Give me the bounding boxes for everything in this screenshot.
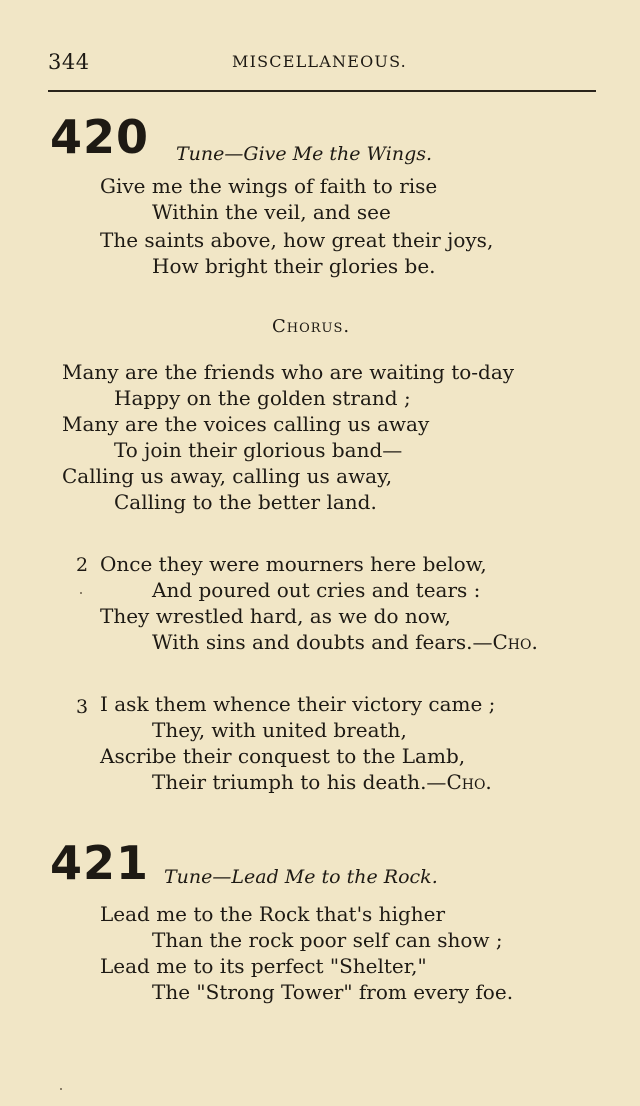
running-head: MISCELLANEOUS. — [232, 52, 407, 71]
header-rule — [48, 90, 596, 92]
verse-3-line1: I ask them whence their victory came ; — [100, 692, 496, 716]
chorus-line3: Many are the voices calling us away — [62, 412, 430, 436]
hymn-421-verse1-line1: Lead me to the Rock that's higher — [100, 902, 446, 926]
verse-2-line2: And poured out cries and tears : — [152, 578, 481, 602]
chorus-line1: Many are the friends who are waiting to-day — [62, 360, 515, 384]
hymn-420-verse1-line3: The saints above, how great their joys, — [100, 228, 494, 252]
chorus-label: Chorus. — [272, 316, 351, 337]
verse-3-number: 3 — [76, 696, 89, 718]
print-speck — [80, 592, 82, 594]
chorus-line2: Happy on the golden strand ; — [114, 386, 411, 410]
hymn-420-verse1-line2: Within the veil, and see — [152, 200, 391, 224]
verse-2-cho: Cho. — [492, 630, 538, 654]
verse-3-line4-text: Their triumph to his death.— — [152, 770, 447, 794]
hymn-420-verse1-line1: Give me the wings of faith to rise — [100, 174, 438, 198]
verse-2-line4-text: With sins and doubts and fears.— — [152, 630, 493, 654]
verse-2-number: 2 — [76, 554, 89, 576]
hymn-420-tune: Tune—Give Me the Wings. — [176, 143, 433, 165]
chorus-line5: Calling us away, calling us away, — [62, 464, 393, 488]
verse-3-line2: They, with united breath, — [152, 718, 407, 742]
verse-3-line3: Ascribe their conquest to the Lamb, — [100, 744, 466, 768]
chorus-line6: Calling to the better land. — [114, 490, 377, 514]
hymn-420-verse1-line4: How bright their glories be. — [152, 254, 436, 278]
print-speck — [60, 1088, 62, 1090]
verse-3-line4 — [152, 770, 492, 794]
page-number: 344 — [48, 50, 90, 74]
hymn-421-number: 421 — [50, 836, 150, 890]
verse-2-line1: Once they were mourners here below, — [100, 552, 487, 576]
hymn-421-verse1-line2: Than the rock poor self can show ; — [152, 928, 503, 952]
hymn-421-verse1-line4: The "Strong Tower" from every foe. — [152, 980, 514, 1004]
verse-2-line4 — [152, 630, 538, 654]
chorus-line4: To join their glorious band— — [114, 438, 403, 462]
verse-2-line3: They wrestled hard, as we do now, — [100, 604, 451, 628]
hymn-421-verse1-line3: Lead me to its perfect "Shelter," — [100, 954, 427, 978]
verse-3-cho: Cho. — [446, 770, 492, 794]
hymn-420-number: 420 — [50, 110, 150, 164]
hymn-421-tune: Tune—Lead Me to the Rock. — [164, 866, 438, 888]
